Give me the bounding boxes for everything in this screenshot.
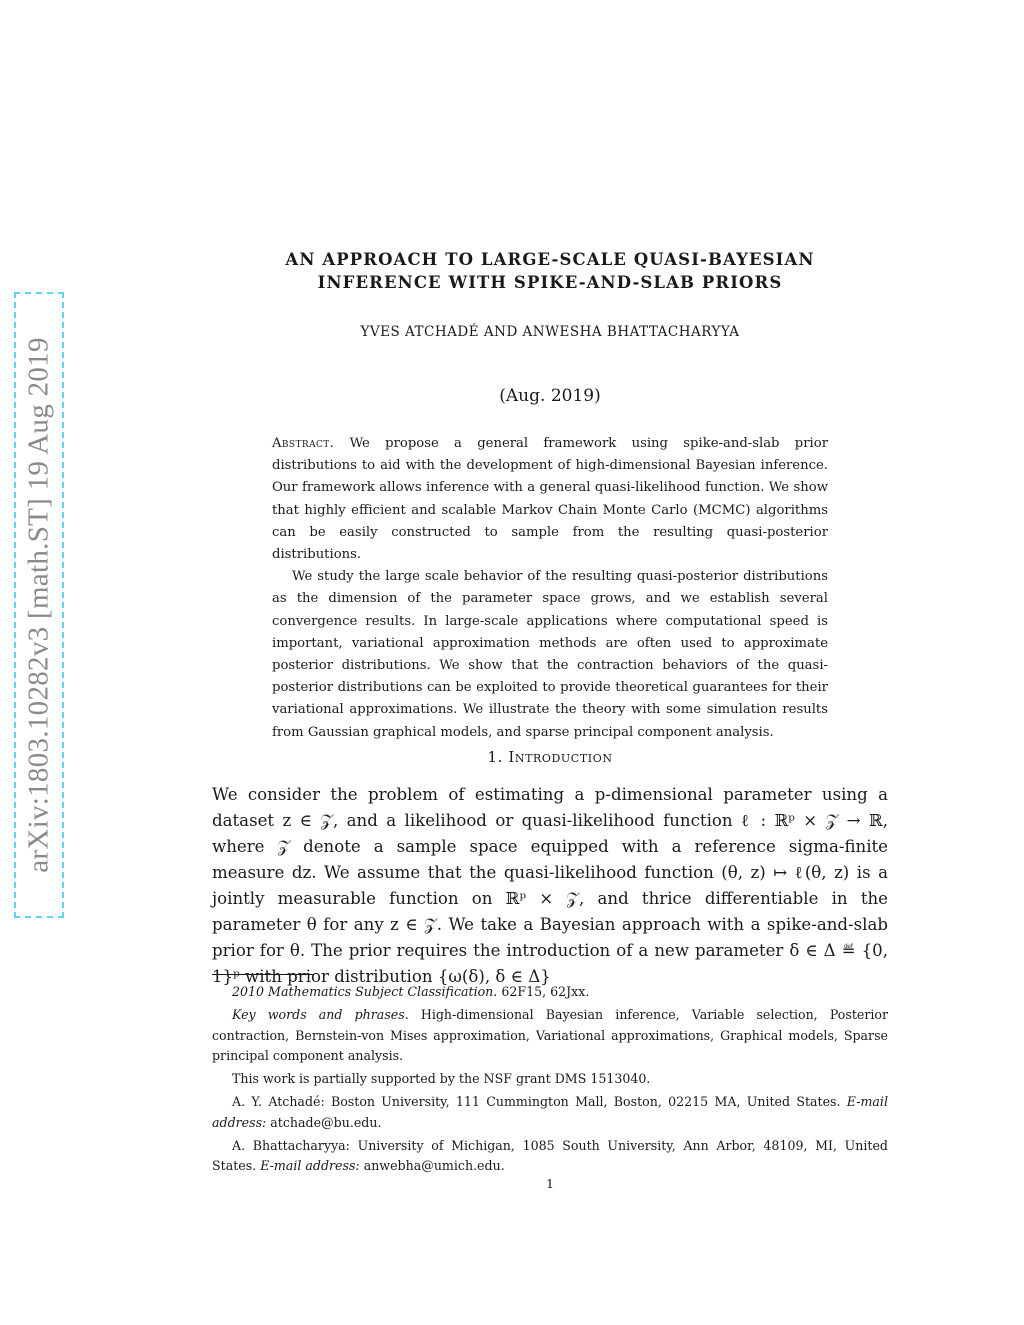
arxiv-stamp — [14, 292, 64, 918]
author-2-email: anwebha@umich.edu. — [363, 1158, 505, 1174]
introduction-paragraph: We consider the problem of estimating a p-dimensional parameter using a dataset z ∈ 𝒵, and a likelihood or quasi-likelihood function ℓ : ℝᵖ × 𝒵 → ℝ, where 𝒵 denote a sample space equipped with a reference sigma-finite measure dz. We assume that the quasi-likelihood function (θ, z) ↦ ℓ(θ, z) is a jointly measurable function on ℝᵖ × 𝒵, and thrice differentiable in the parameter θ for any z ∈ 𝒵. We take a Bayesian approach with a spike-and-slab prior for θ. The prior requires the introduction of a new parameter δ ∈ Δ ≝ {0, 1}ᵖ with prior distribution {ω(δ), δ ∈ Δ} — [212, 785, 888, 986]
abstract-label: Abstract. — [272, 436, 335, 451]
email-label: E-mail address: — [212, 1093, 888, 1130]
author-1-email: atchade@bu.edu. — [270, 1114, 382, 1130]
abstract-text-1: We propose a general framework using spike-and-slab prior distributions to aid with the development of high-dimensional Bayesian inference. Our framework allows inference with a general quasi-likelihood function. We show that highly efficient and scalable Markov Chain Monte Carlo (MCMC) algorithms can be easily constructed to sample from the resulting quasi-posterior distributions. — [272, 436, 828, 563]
msc-label: 2010 Mathematics Subject Classification. — [232, 984, 498, 999]
title-line-1: AN APPROACH TO LARGE-SCALE QUASI-BAYESIAN — [285, 250, 815, 269]
section-number: 1. — [487, 748, 503, 766]
footnote-funding: This work is partially supported by the NSF grant DMS 1513040. — [232, 1071, 651, 1087]
email-label-2: E-mail address: — [260, 1158, 360, 1174]
author-1-affiliation: A. Y. Atchadé: Boston University, 111 Cummington Mall, Boston, 02215 MA, United States. — [232, 1093, 841, 1109]
abstract-paragraph-2: We study the large scale behavior of the resulting quasi-posterior distributions as the dimension of the parameter space grows, and we establish several convergence results. In large-scale applications where computational speed is important, variational approximation methods are often used to approximate posterior distributions. We show that the contraction behaviors of the quasi-posterior distributions can be exploited to provide theoretical guarantees for their variational approximations. We illustrate the theory with some simulation results from Gaussian graphical models, and sparse principal component analysis. — [272, 569, 828, 740]
keywords-label: Key words and phrases. — [232, 1006, 409, 1022]
footnote-author-1 — [212, 1092, 888, 1134]
footnote-rule — [212, 974, 313, 975]
footnotes — [212, 982, 888, 1179]
authors: YVES ATCHADÉ AND ANWESHA BHATTACHARYYA — [360, 324, 740, 340]
msc-value: 62F15, 62Jxx. — [501, 984, 590, 999]
abstract-paragraph-1 — [272, 433, 828, 566]
footnote-keywords — [212, 1005, 888, 1067]
paper-title — [212, 248, 888, 294]
author-2-affiliation: A. Bhattacharyya: University of Michigan, 1085 South University, Ann Arbor, 48109, MI, United States. — [212, 1137, 888, 1174]
title-line-2: INFERENCE WITH SPIKE-AND-SLAB PRIORS — [317, 273, 783, 292]
page-number: 1 — [546, 1176, 554, 1191]
section-title: Introduction — [508, 748, 613, 766]
footnote-msc — [212, 982, 888, 1003]
section-heading — [212, 748, 888, 766]
footnote-author-2 — [212, 1136, 888, 1178]
arxiv-identifier: arXiv:1803.10282v3 [math.ST] 19 Aug 2019 — [22, 337, 55, 873]
abstract — [272, 433, 828, 744]
keywords-value: High-dimensional Bayesian inference, Variable selection, Posterior contraction, Bernstein-von Mises approximation, Variational approximations, Graphical models, Sparse principal component analysis. — [212, 1006, 888, 1064]
date: (Aug. 2019) — [499, 386, 601, 406]
